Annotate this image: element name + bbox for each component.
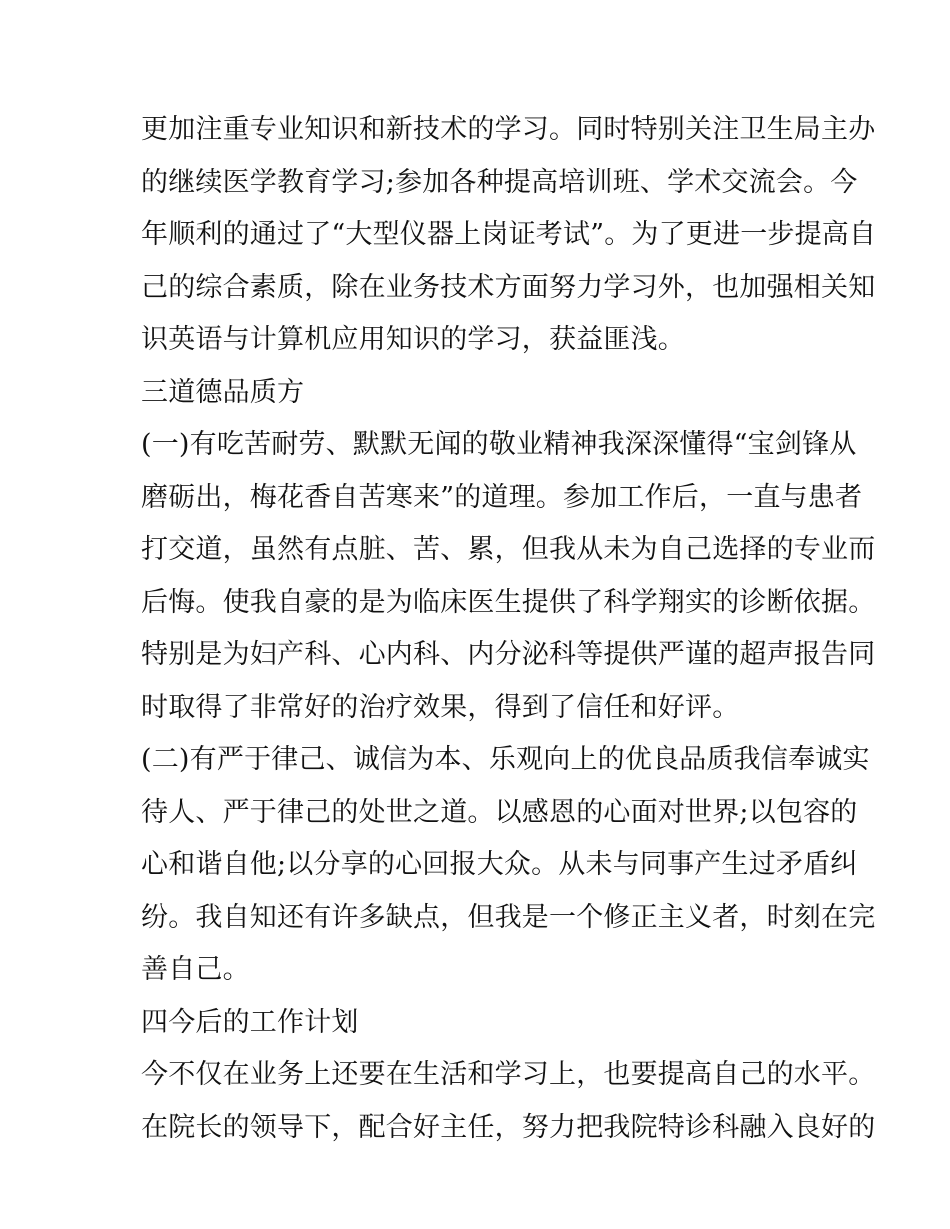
text-line: 心和谐自他;以分享的心回报大众。从未与同事产生过矛盾纠: [141, 849, 858, 880]
text-line: 识英语与计算机应用知识的学习，获益匪浅。: [141, 324, 685, 355]
text-line: 磨砺出，梅花香自苦寒来”的道理。参加工作后，一直与患者: [141, 481, 863, 513]
text-line: (二)有严于律己、诚信为本、乐观向上的优良品质我信奉诚实: [141, 744, 870, 775]
text-line: 纷。我自知还有许多缺点，但我是一个修正主义者，时刻在完: [141, 901, 876, 933]
text-line: 更加注重专业知识和新技术的学习。同时特别关注卫生局主办: [141, 114, 876, 145]
section-heading: 四今后的工作计划: [141, 1006, 359, 1038]
text-line: 待人、严于律己的处世之道。以感恩的心面对世界;以包容的: [141, 796, 858, 828]
text-line: (一)有吃苦耐劳、默默无闻的敬业精神我深深懂得“宝剑锋从: [141, 429, 857, 460]
text-line: 时取得了非常好的治疗效果，得到了信任和好评。: [141, 691, 740, 723]
text-line: 己的综合素质，除在业务技术方面努力学习外，也加强相关知: [141, 271, 876, 303]
text-line: 善自己。: [141, 954, 250, 985]
text-line: 后悔。使我自豪的是为临床医生提供了科学翔实的诊断依据。: [141, 586, 876, 618]
text-line: 打交道，虽然有点脏、苦、累，但我从未为自己选择的专业而: [141, 534, 876, 565]
text-line: 的继续医学教育学习;参加各种提高培训班、学术交流会。今: [141, 166, 858, 198]
section-heading: 三道德品质方: [141, 376, 305, 408]
text-line: 年顺利的通过了“大型仪器上岗证考试”。为了更进一步提高自: [141, 219, 877, 250]
text-line: 今不仅在业务上还要在生活和学习上，也要提高自己的水平。: [141, 1059, 876, 1090]
body-text: [141, 104, 877, 1154]
text-line: 特别是为妇产科、心内科、内分泌科等提供严谨的超声报告同: [141, 639, 876, 670]
text-line: 在院长的领导下，配合好主任，努力把我院特诊科融入良好的: [141, 1111, 876, 1143]
